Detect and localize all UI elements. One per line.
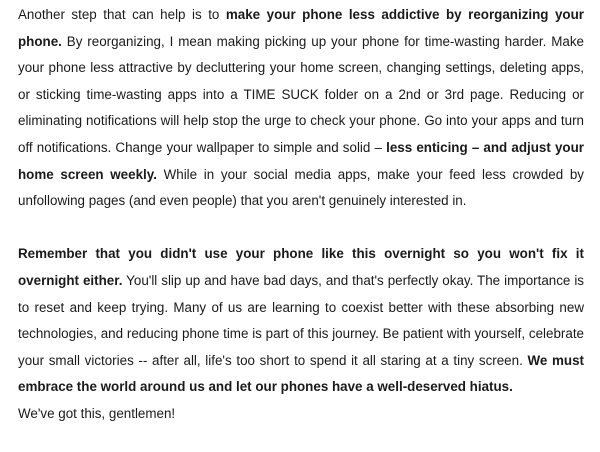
paragraph-text: While in your social media apps, make your feed less crowded by unfollowing pages (and even people) that you aren't genuinely interested in.	[18, 166, 584, 209]
article-body	[18, 2, 584, 428]
paragraph-text: Another step that can help is to	[18, 7, 226, 22]
bold-phrase: We must embrace the world around us and let our phones have a well-deserved hiatus.	[18, 352, 584, 395]
paragraph-reorganize-phone	[18, 2, 584, 215]
bold-phrase: less enticing – and adjust your home screen weekly.	[18, 139, 584, 182]
bold-phrase: Remember that you didn't use your phone like this overnight so you won't fix it overnight either.	[18, 246, 584, 288]
bold-phrase: make your phone less addictive by reorganizing your phone.	[18, 7, 584, 49]
closing-line: We've got this, gentlemen!	[18, 405, 176, 421]
paragraph-text: By reorganizing, I mean making picking up your phone for time-wasting harder. Make your phone less attractive by decluttering your home screen, changing settings, deleting apps, or sticking time-wasting apps into a TIME SUCK folder on a 2nd or 3rd page. Reducing or eliminating notifications will help stop the urge to check your phone. Go into your apps and turn off notifications. Change your wallpaper to simple and solid –	[18, 33, 584, 155]
paragraph-text: You'll slip up and have bad days, and that's perfectly okay. The importance is to reset and keep trying. Many of us are learning to coexist better with these absorbing new technologies, and reducing phone time is part of this journey. Be patient with yourself, celebrate your small victories -- after all, life's too short to spend it all staring at a tiny screen.	[18, 272, 585, 368]
paragraph-remember	[18, 241, 584, 401]
